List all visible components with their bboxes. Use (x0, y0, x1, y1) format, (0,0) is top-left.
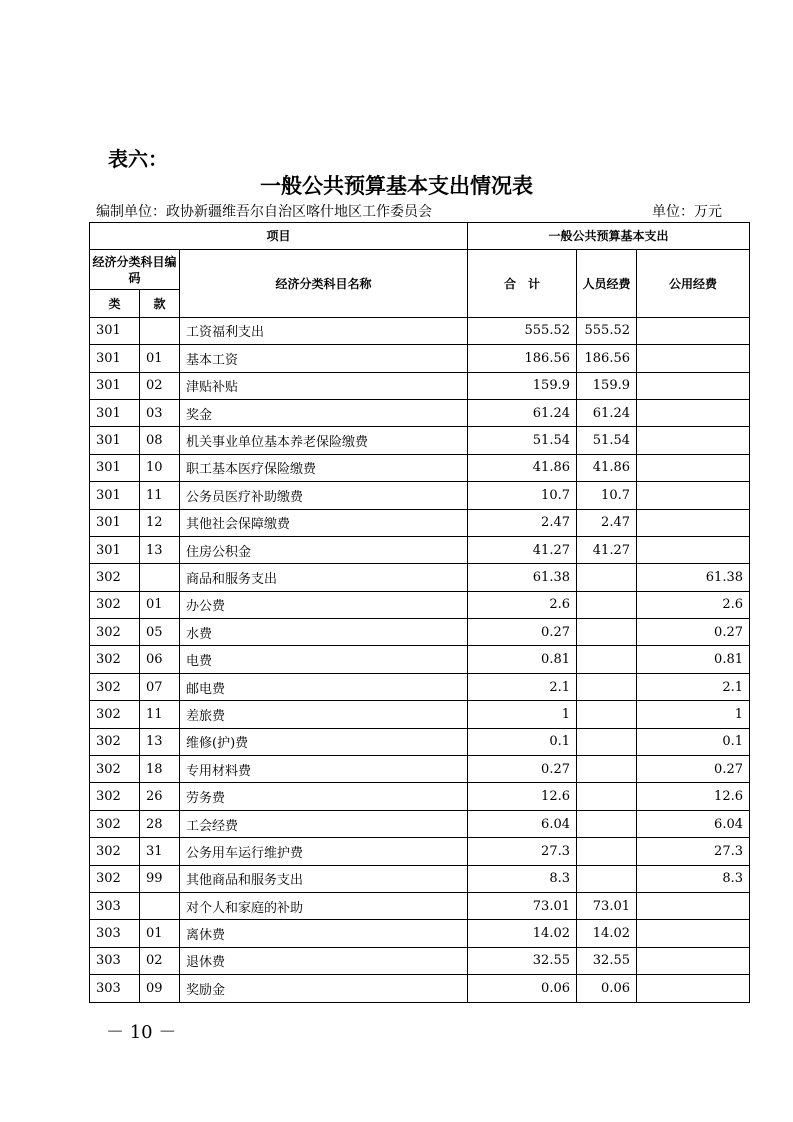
row-kuan: 07 (140, 673, 180, 700)
row-public (637, 317, 750, 344)
row-public (637, 399, 750, 426)
row-personnel (577, 756, 637, 783)
row-kuan: 02 (140, 947, 180, 974)
row-name: 职工基本医疗保险缴费 (180, 454, 468, 481)
row-total: 0.81 (468, 646, 577, 673)
row-total: 12.6 (468, 783, 577, 810)
row-total: 73.01 (468, 892, 577, 919)
row-personnel (577, 783, 637, 810)
row-kuan: 26 (140, 783, 180, 810)
table-row (90, 756, 750, 783)
row-personnel: 32.55 (577, 947, 637, 974)
amount-unit: 单位：万元 (652, 204, 722, 220)
row-kuan: 01 (140, 920, 180, 947)
row-name: 对个人和家庭的补助 (180, 892, 468, 919)
page-number: － 10 － (106, 1022, 177, 1043)
row-total: 0.27 (468, 756, 577, 783)
compile-unit: 编制单位：政协新疆维吾尔自治区喀什地区工作委员会 (96, 204, 432, 220)
table-row (90, 399, 750, 426)
row-name: 邮电费 (180, 673, 468, 700)
table-row (90, 427, 750, 454)
row-kuan: 05 (140, 619, 180, 646)
row-kuan: 13 (140, 728, 180, 755)
row-lei: 302 (90, 673, 140, 700)
header-personnel: 人员经费 (577, 250, 637, 317)
row-lei: 303 (90, 947, 140, 974)
row-lei: 302 (90, 728, 140, 755)
header-name: 经济分类科目名称 (180, 250, 468, 317)
row-name: 工资福利支出 (180, 317, 468, 344)
row-public: 0.27 (637, 756, 750, 783)
row-name: 劳务费 (180, 783, 468, 810)
row-lei: 302 (90, 810, 140, 837)
row-name: 商品和服务支出 (180, 564, 468, 591)
row-name: 奖励金 (180, 975, 468, 1002)
row-public: 61.38 (637, 564, 750, 591)
row-name: 津贴补贴 (180, 372, 468, 399)
row-public: 8.3 (637, 865, 750, 892)
row-total: 61.38 (468, 564, 577, 591)
row-lei: 301 (90, 345, 140, 372)
row-total: 186.56 (468, 345, 577, 372)
budget-table (89, 222, 750, 1003)
row-public: 2.6 (637, 591, 750, 618)
row-total: 32.55 (468, 947, 577, 974)
table-row (90, 728, 750, 755)
table-row (90, 536, 750, 563)
row-total: 0.06 (468, 975, 577, 1002)
row-name: 办公费 (180, 591, 468, 618)
row-name: 专用材料费 (180, 756, 468, 783)
row-personnel: 41.86 (577, 454, 637, 481)
table-label: 表六： (108, 147, 168, 171)
table-row (90, 509, 750, 536)
row-public: 12.6 (637, 783, 750, 810)
row-lei: 303 (90, 892, 140, 919)
table-row (90, 591, 750, 618)
row-kuan: 18 (140, 756, 180, 783)
row-public (637, 892, 750, 919)
row-personnel (577, 728, 637, 755)
row-lei: 302 (90, 756, 140, 783)
row-kuan: 06 (140, 646, 180, 673)
row-total: 14.02 (468, 920, 577, 947)
row-personnel: 51.54 (577, 427, 637, 454)
table-row (90, 673, 750, 700)
row-total: 27.3 (468, 838, 577, 865)
row-name: 电费 (180, 646, 468, 673)
row-lei: 301 (90, 427, 140, 454)
row-total: 41.86 (468, 454, 577, 481)
table-row (90, 646, 750, 673)
row-total: 61.24 (468, 399, 577, 426)
row-personnel: 555.52 (577, 317, 637, 344)
row-public (637, 345, 750, 372)
row-total: 51.54 (468, 427, 577, 454)
row-public: 1 (637, 701, 750, 728)
row-personnel (577, 646, 637, 673)
row-public (637, 427, 750, 454)
table-row (90, 810, 750, 837)
header-item: 项目 (90, 223, 468, 250)
row-lei: 301 (90, 482, 140, 509)
row-kuan: 03 (140, 399, 180, 426)
row-name: 差旅费 (180, 701, 468, 728)
row-personnel: 159.9 (577, 372, 637, 399)
table-row (90, 892, 750, 919)
row-public (637, 372, 750, 399)
row-lei: 302 (90, 701, 140, 728)
row-total: 2.47 (468, 509, 577, 536)
header-budget: 一般公共预算基本支出 (468, 223, 750, 250)
row-public: 0.81 (637, 646, 750, 673)
row-personnel (577, 865, 637, 892)
row-name: 水费 (180, 619, 468, 646)
row-kuan: 10 (140, 454, 180, 481)
row-public (637, 536, 750, 563)
row-personnel (577, 701, 637, 728)
row-kuan: 01 (140, 591, 180, 618)
header-public: 公用经费 (637, 250, 750, 317)
row-name: 维修(护)费 (180, 728, 468, 755)
header-total: 合 计 (468, 250, 577, 317)
header-lei: 类 (90, 290, 140, 317)
row-public (637, 509, 750, 536)
row-name: 退休费 (180, 947, 468, 974)
row-personnel (577, 673, 637, 700)
row-public (637, 920, 750, 947)
row-total: 1 (468, 701, 577, 728)
row-lei: 301 (90, 317, 140, 344)
table-row (90, 454, 750, 481)
row-personnel: 14.02 (577, 920, 637, 947)
row-kuan: 09 (140, 975, 180, 1002)
table-row (90, 865, 750, 892)
row-personnel: 0.06 (577, 975, 637, 1002)
row-name: 住房公积金 (180, 536, 468, 563)
row-lei: 302 (90, 783, 140, 810)
table-row (90, 619, 750, 646)
row-personnel: 10.7 (577, 482, 637, 509)
row-total: 41.27 (468, 536, 577, 563)
row-public (637, 454, 750, 481)
row-personnel: 186.56 (577, 345, 637, 372)
row-lei: 301 (90, 509, 140, 536)
row-lei: 302 (90, 865, 140, 892)
row-total: 159.9 (468, 372, 577, 399)
row-kuan: 28 (140, 810, 180, 837)
row-personnel: 73.01 (577, 892, 637, 919)
row-name: 基本工资 (180, 345, 468, 372)
table-row (90, 920, 750, 947)
table-row (90, 975, 750, 1002)
row-total: 8.3 (468, 865, 577, 892)
row-kuan: 01 (140, 345, 180, 372)
table-row (90, 838, 750, 865)
table-row (90, 372, 750, 399)
row-name: 公务用车运行维护费 (180, 838, 468, 865)
row-lei: 302 (90, 591, 140, 618)
row-total: 0.1 (468, 728, 577, 755)
row-total: 555.52 (468, 317, 577, 344)
row-public: 27.3 (637, 838, 750, 865)
table-row (90, 783, 750, 810)
row-name: 工会经费 (180, 810, 468, 837)
table-row (90, 482, 750, 509)
row-personnel: 61.24 (577, 399, 637, 426)
row-public (637, 975, 750, 1002)
row-public (637, 947, 750, 974)
row-kuan: 11 (140, 482, 180, 509)
row-name: 离休费 (180, 920, 468, 947)
row-kuan: 31 (140, 838, 180, 865)
row-total: 10.7 (468, 482, 577, 509)
row-total: 2.6 (468, 591, 577, 618)
table-row (90, 317, 750, 344)
row-name: 机关事业单位基本养老保险缴费 (180, 427, 468, 454)
row-lei: 302 (90, 838, 140, 865)
header-code-group: 经济分类科目编码 (90, 250, 180, 290)
row-personnel (577, 564, 637, 591)
row-lei: 301 (90, 399, 140, 426)
row-lei: 303 (90, 975, 140, 1002)
row-public: 2.1 (637, 673, 750, 700)
row-name: 公务员医疗补助缴费 (180, 482, 468, 509)
table-row (90, 564, 750, 591)
row-lei: 302 (90, 619, 140, 646)
row-public (637, 482, 750, 509)
row-lei: 301 (90, 372, 140, 399)
row-kuan: 11 (140, 701, 180, 728)
row-name: 其他社会保障缴费 (180, 509, 468, 536)
row-kuan (140, 317, 180, 344)
row-kuan: 08 (140, 427, 180, 454)
row-kuan: 13 (140, 536, 180, 563)
page-title: 一般公共预算基本支出情况表 (260, 174, 533, 198)
table-row (90, 345, 750, 372)
row-total: 6.04 (468, 810, 577, 837)
row-lei: 302 (90, 646, 140, 673)
row-public: 6.04 (637, 810, 750, 837)
row-personnel (577, 619, 637, 646)
row-total: 0.27 (468, 619, 577, 646)
table-row (90, 947, 750, 974)
row-personnel: 2.47 (577, 509, 637, 536)
row-kuan: 99 (140, 865, 180, 892)
row-lei: 301 (90, 454, 140, 481)
row-personnel (577, 810, 637, 837)
row-kuan (140, 892, 180, 919)
row-name: 奖金 (180, 399, 468, 426)
row-name: 其他商品和服务支出 (180, 865, 468, 892)
header-kuan: 款 (140, 290, 180, 317)
row-personnel (577, 591, 637, 618)
row-lei: 301 (90, 536, 140, 563)
row-lei: 302 (90, 564, 140, 591)
row-kuan: 02 (140, 372, 180, 399)
row-personnel: 41.27 (577, 536, 637, 563)
row-kuan: 12 (140, 509, 180, 536)
table-row (90, 701, 750, 728)
row-total: 2.1 (468, 673, 577, 700)
row-public: 0.27 (637, 619, 750, 646)
row-personnel (577, 838, 637, 865)
row-kuan (140, 564, 180, 591)
row-lei: 303 (90, 920, 140, 947)
row-public: 0.1 (637, 728, 750, 755)
